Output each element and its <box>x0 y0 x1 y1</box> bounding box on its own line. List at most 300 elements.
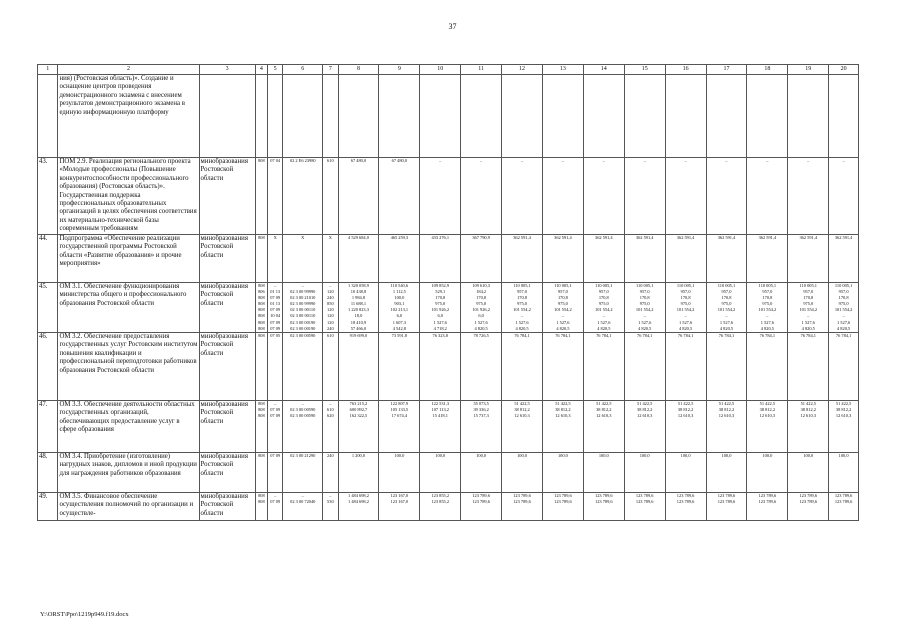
amount-value: – <box>684 158 687 163</box>
section-code-cell-line: 01 13 <box>270 301 281 307</box>
amount-value: 170,8 <box>721 295 732 301</box>
row-name-cell: ния) (Ростовская область)». Создание и оснащение центров проведения демонстрационного экзамена с внесением результатов демонстрационного экзамена в единую информационную платформу <box>58 75 199 158</box>
amount-value: 110 005,1 <box>513 283 531 288</box>
amount-cell <box>542 493 583 521</box>
amount-value: 4 820,5 <box>515 325 529 331</box>
amount-value: 4 820,5 <box>474 325 488 331</box>
section-code-cell <box>268 493 283 521</box>
expense-type-cell-line: 120 <box>327 313 334 319</box>
amount-cell <box>747 235 788 283</box>
amount-value: 465 259,3 <box>390 235 409 240</box>
amount-value: 1 527,6 <box>556 319 570 325</box>
amount-value: 100,0 <box>557 453 568 458</box>
amount-value: 1 220 823,3 <box>348 307 369 313</box>
amount-cell <box>338 493 379 521</box>
amount-value: 76 784,1 <box>596 333 612 338</box>
amount-value: 1 527,6 <box>433 319 447 325</box>
amount-value: 1 320 058,9 <box>348 283 369 288</box>
amount-value: – <box>520 313 524 319</box>
section-code-cell-line: 07 09 <box>270 319 281 325</box>
target-article-cell-line: 02 3 00 00590 <box>290 407 316 413</box>
section-code-cell <box>268 283 283 333</box>
grbs-cell-line: 808 <box>258 499 265 505</box>
continuation-row <box>38 75 859 158</box>
amount-value: 78 726,5 <box>473 333 489 338</box>
amount-value: 362 591,4 <box>799 235 818 240</box>
header-cell: 10 <box>420 65 461 75</box>
amount-value: 17 674,4 <box>391 413 408 419</box>
amount-value: 123 789,6 <box>676 493 695 498</box>
amount-value: 975,0 <box>598 301 609 307</box>
amount-value: 433 276,1 <box>431 235 450 240</box>
amount-value: 1 112,5 <box>392 289 406 295</box>
amount-cell <box>583 333 624 401</box>
amount-cell <box>624 493 665 521</box>
amount-cell <box>420 401 461 453</box>
section-code-cell-line: 07 04 <box>270 158 281 163</box>
amount-cell <box>706 235 747 283</box>
target-article-cell-line: 02 3 00 72040 <box>290 499 316 505</box>
amount-cell <box>788 283 829 333</box>
amount-cell <box>747 283 788 333</box>
target-article-cell <box>283 283 323 333</box>
amount-value: 1 527,6 <box>760 319 774 325</box>
amount-value: 4 820,5 <box>801 325 815 331</box>
amount-value: 100,0 <box>639 453 650 458</box>
amount-value: 100,0 <box>394 295 405 301</box>
row-name-cell: ОМ 3.2. Обеспечение предоставления государственных услуг Ростовским институтом повышения квалификации и профессиональной переподготовки работников образования Ростовской области <box>58 333 199 401</box>
expense-type-cell <box>323 333 338 401</box>
header-cell: 5 <box>268 65 283 75</box>
header-cell: 2 <box>58 65 199 75</box>
amount-cell <box>338 333 379 401</box>
amount-value: 184,2 <box>476 289 487 295</box>
grbs-cell-line: 808 <box>258 307 265 313</box>
executor-cell: минобразования Ростовской области <box>199 453 255 493</box>
amount-value: 38 812,2 <box>835 407 852 413</box>
grbs-cell-line: 808 <box>258 325 265 331</box>
amount-cell <box>624 453 665 493</box>
amount-value: 123 789,6 <box>676 499 695 505</box>
amount-value: 123 789,6 <box>758 499 777 505</box>
amount-value: 51 422,5 <box>800 401 816 406</box>
target-article-cell <box>283 235 323 283</box>
amount-value: 110 005,1 <box>676 283 695 288</box>
amount-value: 170,8 <box>639 295 650 301</box>
table-row <box>38 158 859 235</box>
amount-value: 4 529 684,0 <box>348 235 369 240</box>
amount-value: – <box>602 313 605 319</box>
amount-value: 170,8 <box>598 295 609 301</box>
expense-type-cell-line: – <box>329 283 332 288</box>
amount-cell <box>747 453 788 493</box>
amount-value: 38 812,2 <box>800 407 816 413</box>
amount-value: 975,0 <box>517 301 527 307</box>
amount-value: – <box>643 313 646 319</box>
amount-cell <box>461 401 502 453</box>
amount-cell <box>788 235 829 283</box>
amount-cell <box>665 283 706 333</box>
amount-cell <box>542 283 583 333</box>
amount-cell <box>624 401 665 453</box>
amount-value: 38 812,2 <box>677 407 694 413</box>
amount-value: 170,8 <box>762 295 773 301</box>
amount-value: 100,0 <box>680 453 691 458</box>
expense-type-cell-line: 850 <box>327 301 334 307</box>
amount-value: – <box>766 313 769 319</box>
amount-cell <box>788 158 829 235</box>
grbs-cell <box>255 453 267 493</box>
amount-cell <box>665 333 706 401</box>
amount-value: 100,0 <box>476 453 487 458</box>
header-cell: 3 <box>199 65 255 75</box>
header-cell: 20 <box>829 65 859 75</box>
amount-value: 975,0 <box>680 301 691 307</box>
amount-cell <box>338 283 379 333</box>
amount-value: 1 527,6 <box>515 319 529 325</box>
amount-cell <box>542 333 583 401</box>
grbs-cell-line: 808 <box>258 453 265 458</box>
amount-value: 18,0 <box>354 313 363 319</box>
amount-value: 1 527,6 <box>474 319 488 325</box>
amount-value: 100,0 <box>762 453 773 458</box>
amount-value: – <box>602 158 605 163</box>
amount-cell <box>461 333 502 401</box>
amount-cell <box>706 158 747 235</box>
section-code-cell-line: – <box>274 401 277 406</box>
amount-cell <box>583 401 624 453</box>
amount-value: 975,0 <box>476 301 487 307</box>
amount-value: 170,8 <box>680 295 691 301</box>
header-cell: 9 <box>379 65 420 75</box>
expense-type-cell-line: 120 <box>327 319 334 325</box>
amount-value: – <box>842 313 845 319</box>
target-article-cell <box>283 333 323 401</box>
header-cell: 16 <box>665 65 706 75</box>
amount-value: 15 737,3 <box>473 413 489 419</box>
amount-value: 123 789,6 <box>799 499 818 505</box>
section-code-cell-line: 07 09 <box>270 453 281 458</box>
table-row <box>38 453 859 493</box>
amount-value: 975,0 <box>435 301 446 307</box>
target-article-cell-line: – <box>301 493 304 498</box>
amount-cell <box>583 235 624 283</box>
amount-value: 110 005,1 <box>799 283 817 288</box>
amount-value: – <box>807 313 810 319</box>
header-cell: 8 <box>338 65 379 75</box>
amount-value: 123 789,6 <box>717 493 736 498</box>
row-number-cell: 44. <box>38 235 58 283</box>
section-code-cell-line: 07 09 <box>270 307 281 313</box>
expense-type-cell-line: 240 <box>327 325 334 331</box>
amount-value: 170,8 <box>476 295 487 301</box>
amount-value: 4 820,5 <box>837 325 851 331</box>
header-cell: 17 <box>706 65 747 75</box>
target-article-cell-line: 02 3 00 00190 <box>290 319 316 325</box>
amount-value: 123 789,6 <box>513 493 531 498</box>
grbs-cell <box>255 283 267 333</box>
amount-cell <box>379 283 420 333</box>
amount-value: 123 789,6 <box>834 493 853 498</box>
executor-cell: минобразования Ростовской области <box>199 493 255 521</box>
amount-value: 101 554,2 <box>635 307 654 313</box>
amount-value: 957,0 <box>517 289 527 295</box>
grbs-cell-line: 808 <box>258 413 265 419</box>
amount-value: 123 789,6 <box>635 499 654 505</box>
target-article-cell-line: 02 3 00 21010 <box>290 295 316 301</box>
expense-type-cell <box>323 493 338 521</box>
amount-value: 101 554,2 <box>834 307 853 313</box>
amount-value: – <box>439 158 442 163</box>
expense-type-cell <box>323 158 338 235</box>
amount-value: 51 422,5 <box>637 401 653 406</box>
table-row <box>38 333 859 401</box>
section-code-cell <box>268 453 283 493</box>
amount-value: 123 789,6 <box>635 493 654 498</box>
expense-type-cell-line: – <box>329 401 332 406</box>
section-code-cell <box>268 158 283 235</box>
amount-value: 4 820,5 <box>556 325 570 331</box>
amount-value: 122 807,9 <box>390 401 409 406</box>
amount-cell <box>502 283 543 333</box>
amount-cell <box>502 493 543 521</box>
amount-value: 76 784,1 <box>800 333 816 338</box>
amount-value: 123 855,2 <box>431 493 450 498</box>
row-number-cell: 48. <box>38 453 58 493</box>
amount-value: 1 200,0 <box>351 453 366 458</box>
amount-value: 122 531,3 <box>431 401 450 406</box>
row-number-cell: 49. <box>38 493 58 521</box>
amount-value: 170,8 <box>838 295 849 301</box>
amount-value: 12 610,3 <box>759 413 776 419</box>
amount-value: 763 215,2 <box>349 401 368 406</box>
amount-value: 73 591,8 <box>391 333 408 338</box>
target-article-cell-line: 02 3 00 00190 <box>290 325 316 331</box>
amount-value: 110 540,6 <box>390 283 409 288</box>
row-number-cell: 45. <box>38 283 58 333</box>
amount-value: 12 610,3 <box>835 413 852 419</box>
amount-cell <box>420 235 461 283</box>
grbs-cell-line: 806 <box>258 289 265 295</box>
amount-value: 123 789,6 <box>595 493 613 498</box>
amount-cell <box>665 453 706 493</box>
budget-table <box>37 64 859 521</box>
amount-value: 123 789,6 <box>472 499 490 505</box>
section-code-cell-line: 07 09 <box>270 499 281 505</box>
expense-type-cell-line: 530 <box>327 499 334 505</box>
header-cell: 12 <box>502 65 543 75</box>
target-article-cell <box>283 158 323 235</box>
amount-cell <box>706 493 747 521</box>
expense-type-cell-line: 610 <box>327 158 334 163</box>
amount-value: 4 718,2 <box>433 325 447 331</box>
amount-value: 975,0 <box>557 301 568 307</box>
table-row <box>38 493 859 521</box>
amount-value: 101 554,2 <box>513 307 531 313</box>
row-number-cell <box>38 75 58 158</box>
amount-value: 123 167,0 <box>390 499 409 505</box>
amount-value: – <box>766 158 769 163</box>
amount-cell <box>542 158 583 235</box>
amount-value: – <box>842 158 845 163</box>
amount-cell <box>461 453 502 493</box>
amount-value: 123 789,6 <box>717 499 736 505</box>
amount-cell <box>379 493 420 521</box>
amount-cell <box>542 453 583 493</box>
amount-value: 100,0 <box>517 453 527 458</box>
amount-value: 362 591,4 <box>554 235 572 240</box>
amount-cell <box>379 333 420 401</box>
amount-value: 957,0 <box>838 289 849 295</box>
amount-cell <box>829 401 859 453</box>
amount-value: 903,1 <box>394 301 405 307</box>
section-code-cell-line: 07 09 <box>270 295 281 301</box>
amount-cell <box>420 493 461 521</box>
amount-value: 4 820,5 <box>760 325 774 331</box>
amount-cell <box>665 401 706 453</box>
grbs-cell-line: 808 <box>258 401 265 406</box>
amount-value: 957,0 <box>721 289 732 295</box>
amount-value: 15 418,1 <box>432 413 448 419</box>
target-article-cell-line: 02 2 E6 23980 <box>289 158 316 163</box>
amount-value: 101 926,2 <box>431 307 450 313</box>
amount-value: 12 610,3 <box>596 413 612 419</box>
amount-value: 4 820,5 <box>719 325 734 331</box>
section-code-cell-line: 07 09 <box>270 325 281 331</box>
section-code-cell <box>268 333 283 401</box>
amount-value: 957,0 <box>557 289 568 295</box>
amount-value: 1 527,6 <box>597 319 611 325</box>
amount-value: 362 591,4 <box>717 235 736 240</box>
amount-value: 101 926,2 <box>472 307 490 313</box>
expense-type-cell <box>323 235 338 283</box>
amount-cell <box>624 235 665 283</box>
amount-value: – <box>480 158 483 163</box>
amount-value: 12 610,3 <box>637 413 653 419</box>
expense-type-cell-line: – <box>329 493 332 498</box>
amount-value: 123 789,6 <box>595 499 613 505</box>
amount-value: 123 789,6 <box>472 493 490 498</box>
amount-value: 12 610,3 <box>514 413 530 419</box>
amount-value: 11 688,1 <box>350 301 367 307</box>
amount-value: – <box>643 158 646 163</box>
amount-value: 101 554,2 <box>595 307 613 313</box>
amount-value: 100,0 <box>394 453 405 458</box>
amount-value: 51 422,5 <box>514 401 530 406</box>
amount-cell <box>542 235 583 283</box>
header-row <box>38 65 859 75</box>
amount-value: 6,0 <box>396 313 403 319</box>
amount-cell <box>747 401 788 453</box>
header-cell: 1 <box>38 65 58 75</box>
amount-cell <box>706 283 747 333</box>
target-article-cell-line: – <box>301 283 304 288</box>
amount-cell <box>338 235 379 283</box>
row-name-cell: ОМ 3.5. Финансовое обеспечение осуществления полномочий по организации и осуществле- <box>58 493 199 521</box>
grbs-cell-line: 808 <box>258 283 265 288</box>
amount-cell <box>706 453 747 493</box>
executor-cell: минобразования Ростовской области <box>199 235 255 283</box>
grbs-cell-line: 808 <box>258 493 265 498</box>
expense-type-cell-line: 120 <box>327 307 334 313</box>
grbs-cell-line: 808 <box>258 407 265 413</box>
amount-cell <box>461 283 502 333</box>
amount-value: 51 422,5 <box>677 401 694 406</box>
amount-value: 18 410,9 <box>350 319 367 325</box>
amount-value: 76 784,1 <box>555 333 571 338</box>
executor-cell: минобразования Ростовской области <box>199 158 255 235</box>
amount-cell <box>420 333 461 401</box>
amount-value: 76 784,1 <box>759 333 776 338</box>
amount-value: 51 422,5 <box>759 401 776 406</box>
executor-cell: минобразования Ростовской области <box>199 283 255 333</box>
amount-cell <box>788 333 829 401</box>
amount-cell <box>583 158 624 235</box>
row-number-cell: 47. <box>38 401 58 453</box>
amount-value: – <box>684 313 687 319</box>
amount-value: 529,1 <box>435 289 446 295</box>
amount-value: 4 820,5 <box>679 325 693 331</box>
target-article-cell-line: 02 3 00 21290 <box>290 453 316 458</box>
header-cell: 6 <box>283 65 323 75</box>
amount-value: 110 005,1 <box>758 283 777 288</box>
amount-cell <box>379 235 420 283</box>
amount-cell <box>829 283 859 333</box>
target-article-cell-line: 02 3 00 00110 <box>290 313 316 319</box>
amount-value: 4 820,5 <box>638 325 652 331</box>
amount-value: 76 784,1 <box>677 333 694 338</box>
amount-value: 100,0 <box>803 453 814 458</box>
table-row <box>38 235 859 283</box>
amount-value: 1 527,6 <box>638 319 652 325</box>
footer-path: Y:\ORST\Ppo\1219p949.f19.docx <box>40 611 129 618</box>
amount-value: 101 554,2 <box>758 307 777 313</box>
amount-cell <box>829 453 859 493</box>
amount-cell <box>624 283 665 333</box>
amount-value: 957,0 <box>680 289 691 295</box>
grbs-cell <box>255 401 267 453</box>
amount-value: 362 591,4 <box>635 235 654 240</box>
grbs-cell-line: 808 <box>258 319 265 325</box>
section-code-cell-line: 07 09 <box>270 413 281 419</box>
amount-value: 1 484 698,2 <box>348 493 369 498</box>
target-article-cell <box>283 493 323 521</box>
amount-value: 123 789,6 <box>758 493 777 498</box>
expense-type-cell-line: 240 <box>327 295 334 301</box>
header-cell: 19 <box>788 65 829 75</box>
amount-value: 600 892,7 <box>349 407 368 413</box>
amount-cell <box>420 158 461 235</box>
expense-type-cell-line: 620 <box>327 413 334 419</box>
grbs-cell-line: 808 <box>258 235 265 240</box>
amount-value: 76 784,1 <box>835 333 852 338</box>
amount-value: 367 790,9 <box>472 235 490 240</box>
amount-cell <box>502 401 543 453</box>
amount-cell <box>788 401 829 453</box>
amount-value: – <box>561 313 565 319</box>
amount-cell <box>420 283 461 333</box>
grbs-cell <box>255 235 267 283</box>
target-article-cell-line: 02 3 00 99990 <box>290 301 316 307</box>
amount-value: 109 610,3 <box>472 283 490 288</box>
amount-cell <box>338 453 379 493</box>
amount-value: 123 789,6 <box>834 499 853 505</box>
section-code-cell-line: 07 09 <box>270 407 281 413</box>
amount-cell <box>747 333 788 401</box>
amount-value: 170,8 <box>435 295 446 301</box>
amount-cell <box>583 493 624 521</box>
expense-type-cell-line: 610 <box>327 407 334 413</box>
